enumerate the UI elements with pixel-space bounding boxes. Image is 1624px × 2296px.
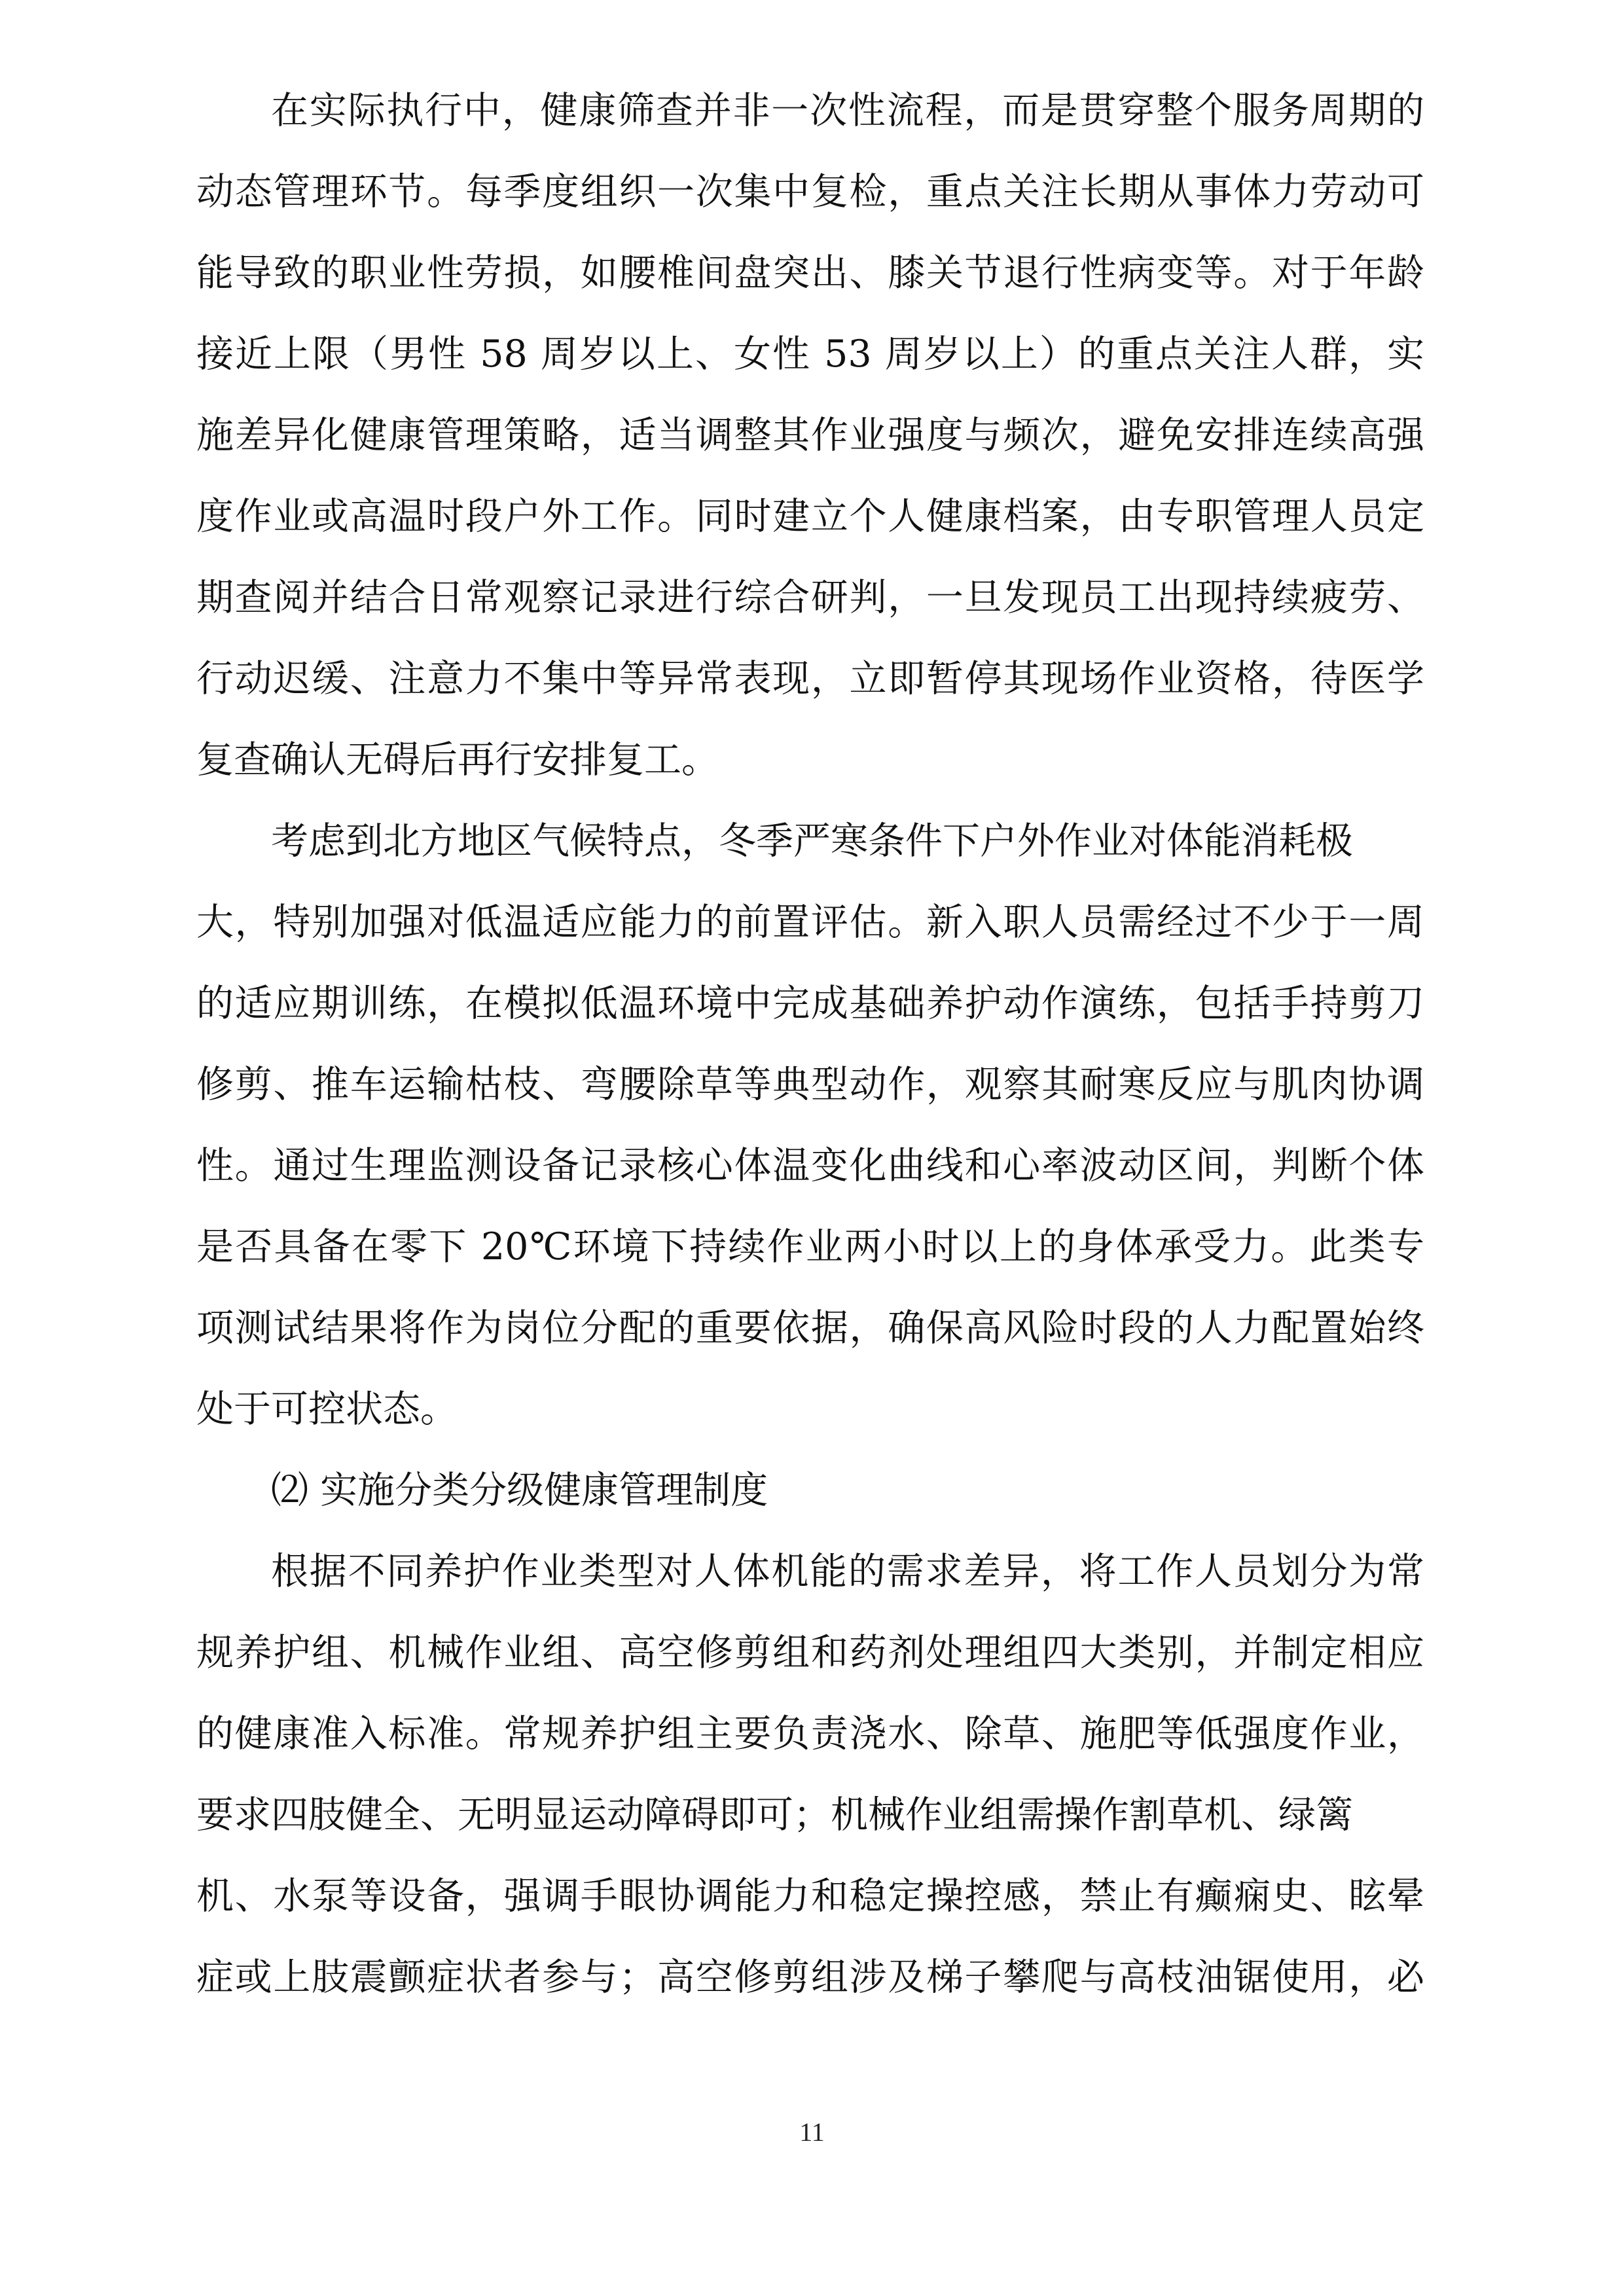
text-line: 复查确认无碍后再行安排复工。 bbox=[196, 738, 719, 781]
text-line: 要求四肢健全、无明显运动障碍即可；机械作业组需操作割草机、绿篱 bbox=[196, 1793, 1353, 1837]
text-line: 修剪、推车运输枯枝、弯腰除草等典型动作，观察其耐寒反应与肌肉协调 bbox=[196, 1063, 1424, 1106]
text-line: 接近上限（男性 58 周岁以上、女性 53 周岁以上）的重点关注人群，实 bbox=[196, 332, 1424, 376]
document-body bbox=[196, 70, 1424, 2018]
text-line: 规养护组、机械作业组、高空修剪组和药剂处理组四大类别，并制定相应 bbox=[196, 1631, 1424, 1674]
text-line: 机、水泵等设备，强调手眼协调能力和稳定操控感，禁止有癫痫史、眩晕 bbox=[196, 1874, 1424, 1918]
text-line: 大，特别加强对低温适应能力的前置评估。新入职人员需经过不少于一周 bbox=[196, 901, 1424, 944]
paragraph bbox=[196, 1531, 1424, 2018]
text-line: 度作业或高温时段户外工作。同时建立个人健康档案，由专职管理人员定 bbox=[196, 495, 1424, 538]
text-line: 的适应期训练，在模拟低温环境中完成基础养护动作演练，包括手持剪刀 bbox=[196, 982, 1424, 1025]
text-line: 性。通过生理监测设备记录核心体温变化曲线和心率波动区间，判断个体 bbox=[196, 1144, 1424, 1187]
text-line: 的健康准入标准。常规养护组主要负责浇水、除草、施肥等低强度作业， bbox=[196, 1712, 1424, 1755]
text-line: 项测试结果将作为岗位分配的重要依据，确保高风险时段的人力配置始终 bbox=[196, 1306, 1424, 1350]
text-line: 施差异化健康管理策略，适当调整其作业强度与频次，避免安排连续高强 bbox=[196, 414, 1424, 457]
section-heading bbox=[196, 1450, 1424, 1531]
paragraph bbox=[196, 70, 1424, 800]
text-line: 处于可控状态。 bbox=[196, 1388, 458, 1431]
text-line: 行动迟缓、注意力不集中等异常表现，立即暂停其现场作业资格，待医学 bbox=[196, 657, 1424, 700]
text-line: 在实际执行中，健康筛查并非一次性流程，而是贯穿整个服务周期的 bbox=[271, 89, 1424, 132]
text-line: 期查阅并结合日常观察记录进行综合研判，一旦发现员工出现持续疲劳、 bbox=[196, 576, 1424, 619]
text-line: 是否具备在零下 20℃环境下持续作业两小时以上的身体承受力。此类专 bbox=[196, 1225, 1424, 1268]
text-line: 考虑到北方地区气候特点，冬季严寒条件下户外作业对体能消耗极 bbox=[271, 819, 1353, 863]
text-line: 能导致的职业性劳损，如腰椎间盘突出、膝关节退行性病变等。对于年龄 bbox=[196, 251, 1424, 295]
paragraph bbox=[196, 800, 1424, 1450]
text-line: ⑵ 实施分类分级健康管理制度 bbox=[271, 1469, 768, 1512]
page-number: 11 bbox=[799, 2117, 825, 2147]
text-line: 动态管理环节。每季度组织一次集中复检，重点关注长期从事体力劳动可 bbox=[196, 170, 1424, 213]
text-line: 症或上肢震颤症状者参与；高空修剪组涉及梯子攀爬与高枝油锯使用，必 bbox=[196, 1956, 1424, 1999]
text-line: 根据不同养护作业类型对人体机能的需求差异，将工作人员划分为常 bbox=[271, 1550, 1424, 1593]
